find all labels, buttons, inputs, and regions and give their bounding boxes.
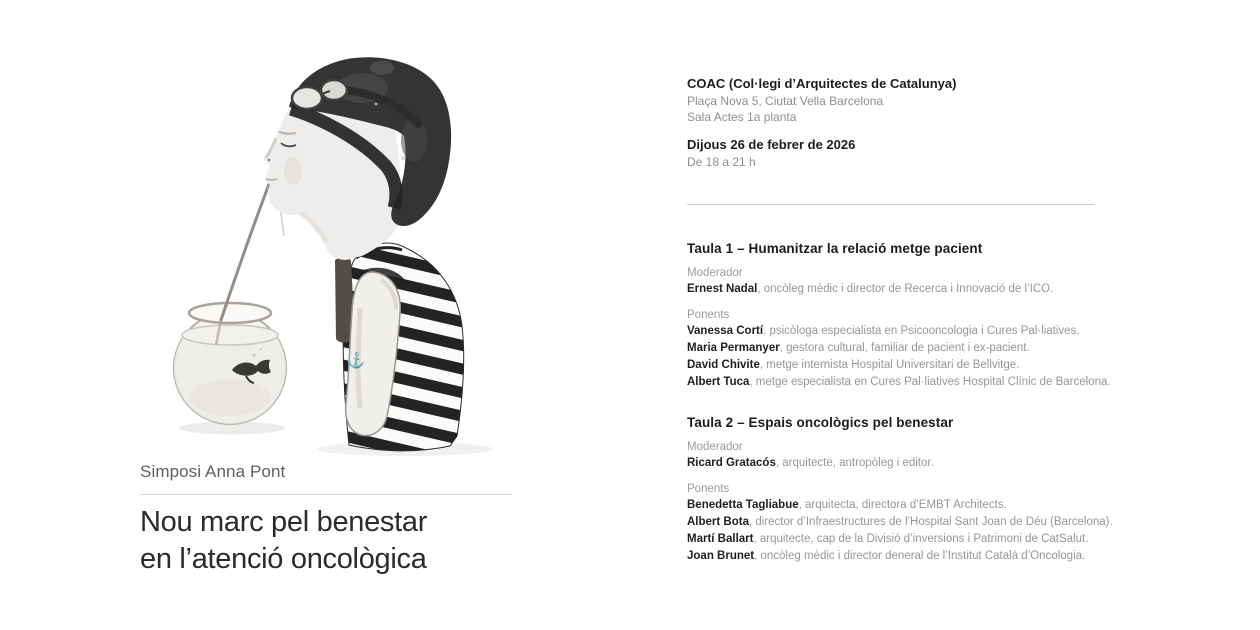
- poster-title-line1: Nou marc pel benestar: [140, 506, 428, 538]
- title-divider: [140, 494, 512, 495]
- venue-room: Sala Actes 1a planta: [687, 109, 797, 124]
- person-name: Joan Brunet: [687, 549, 755, 562]
- person-name: Vanessa Cortí: [687, 324, 764, 337]
- speakers-list: [687, 497, 1113, 565]
- session-title: Taula 2 – Espais oncològics pel benestar: [687, 414, 954, 430]
- venue-address: Plaça Nova 5, Ciutat Vella Barcelona: [687, 94, 884, 108]
- person-role: , oncòleg mèdic i director deneral de l’Institut Català d’Oncologia.: [754, 549, 1086, 562]
- person-name: David Chivite: [687, 358, 760, 371]
- venue-name: COAC (Col·legi d’Arquitectes de Catalunya): [687, 76, 957, 91]
- section-divider: [687, 204, 1094, 205]
- speaker-line: [687, 514, 1113, 531]
- moderator-label: Moderador: [687, 266, 743, 279]
- session-title: Taula 1 – Humanitzar la relació metge pacient: [687, 240, 983, 256]
- poster-title: [140, 504, 516, 578]
- person-name: Benedetta Tagliabue: [687, 498, 799, 511]
- person-role: , gestora cultural, familiar de pacient i ex-pacient.: [779, 341, 1030, 354]
- symposium-eyebrow: Simposi Anna Pont: [140, 462, 286, 481]
- swimmer-illustration-svg: [150, 8, 570, 458]
- person-role: , director d’Infraestructures de l’Hospital Sant Joan de Déu (Barcelona).: [748, 515, 1113, 528]
- session-block-2: [687, 414, 1113, 565]
- person-role: , metge especialista en Cures Pal·liatives Hospital Clínic de Barcelona.: [749, 375, 1111, 388]
- anchor-tattoo-icon: ⚓: [345, 351, 367, 371]
- person-role: , arquitecte, antropòleg i editor.: [775, 456, 934, 469]
- person-role: , oncòleg mèdic i director de Recerca i Innovació de l’ICO.: [757, 282, 1054, 295]
- speaker-line: [687, 531, 1094, 548]
- speakers-label: Ponents: [687, 308, 730, 321]
- person-role: , psicòloga especialista en Psicooncologia i Cures Pal·liatives.: [763, 324, 1080, 337]
- session-block-1: [687, 240, 1111, 391]
- person-name: Maria Permanyer: [687, 341, 780, 354]
- poster-title-line2: en l’atenció oncològica: [140, 543, 427, 575]
- event-time: De 18 a 21 h: [687, 155, 756, 169]
- person-role: , arquitecte, cap de la Divisió d’inversions i Patrimoni de CatSalut.: [753, 532, 1089, 545]
- person-role: , arquitecta, directora d’EMBT Architects.: [798, 498, 1007, 511]
- speaker-line: [687, 548, 1094, 565]
- person-name: Ernest Nadal: [687, 282, 758, 295]
- person-role: , metge internista Hospital Universitari de Bellvitge.: [759, 358, 1020, 371]
- moderator-label: Moderador: [687, 440, 743, 453]
- speakers-list: [687, 323, 1111, 391]
- swimmer-figure: [264, 57, 464, 451]
- speakers-label: Ponents: [687, 482, 730, 495]
- moderator-line: [687, 281, 1094, 298]
- person-name: Ricard Gratacós: [687, 456, 776, 469]
- person-name: Albert Bota: [687, 515, 749, 528]
- speaker-line: [687, 340, 1094, 357]
- person-name: Martí Ballart: [687, 532, 754, 545]
- swimmer-illustration: [150, 8, 570, 458]
- event-date: Dijous 26 de febrer de 2026: [687, 137, 856, 152]
- fishbowl: [170, 303, 290, 429]
- speaker-line: [687, 357, 1094, 374]
- speaker-line: [687, 374, 1111, 391]
- person-name: Albert Tuca: [687, 375, 750, 388]
- speaker-line: [687, 323, 1094, 340]
- event-details: [687, 76, 1113, 565]
- straw: [221, 184, 269, 320]
- title-block: [140, 462, 516, 578]
- moderator-line: [687, 455, 1094, 472]
- speaker-line: [687, 497, 1094, 514]
